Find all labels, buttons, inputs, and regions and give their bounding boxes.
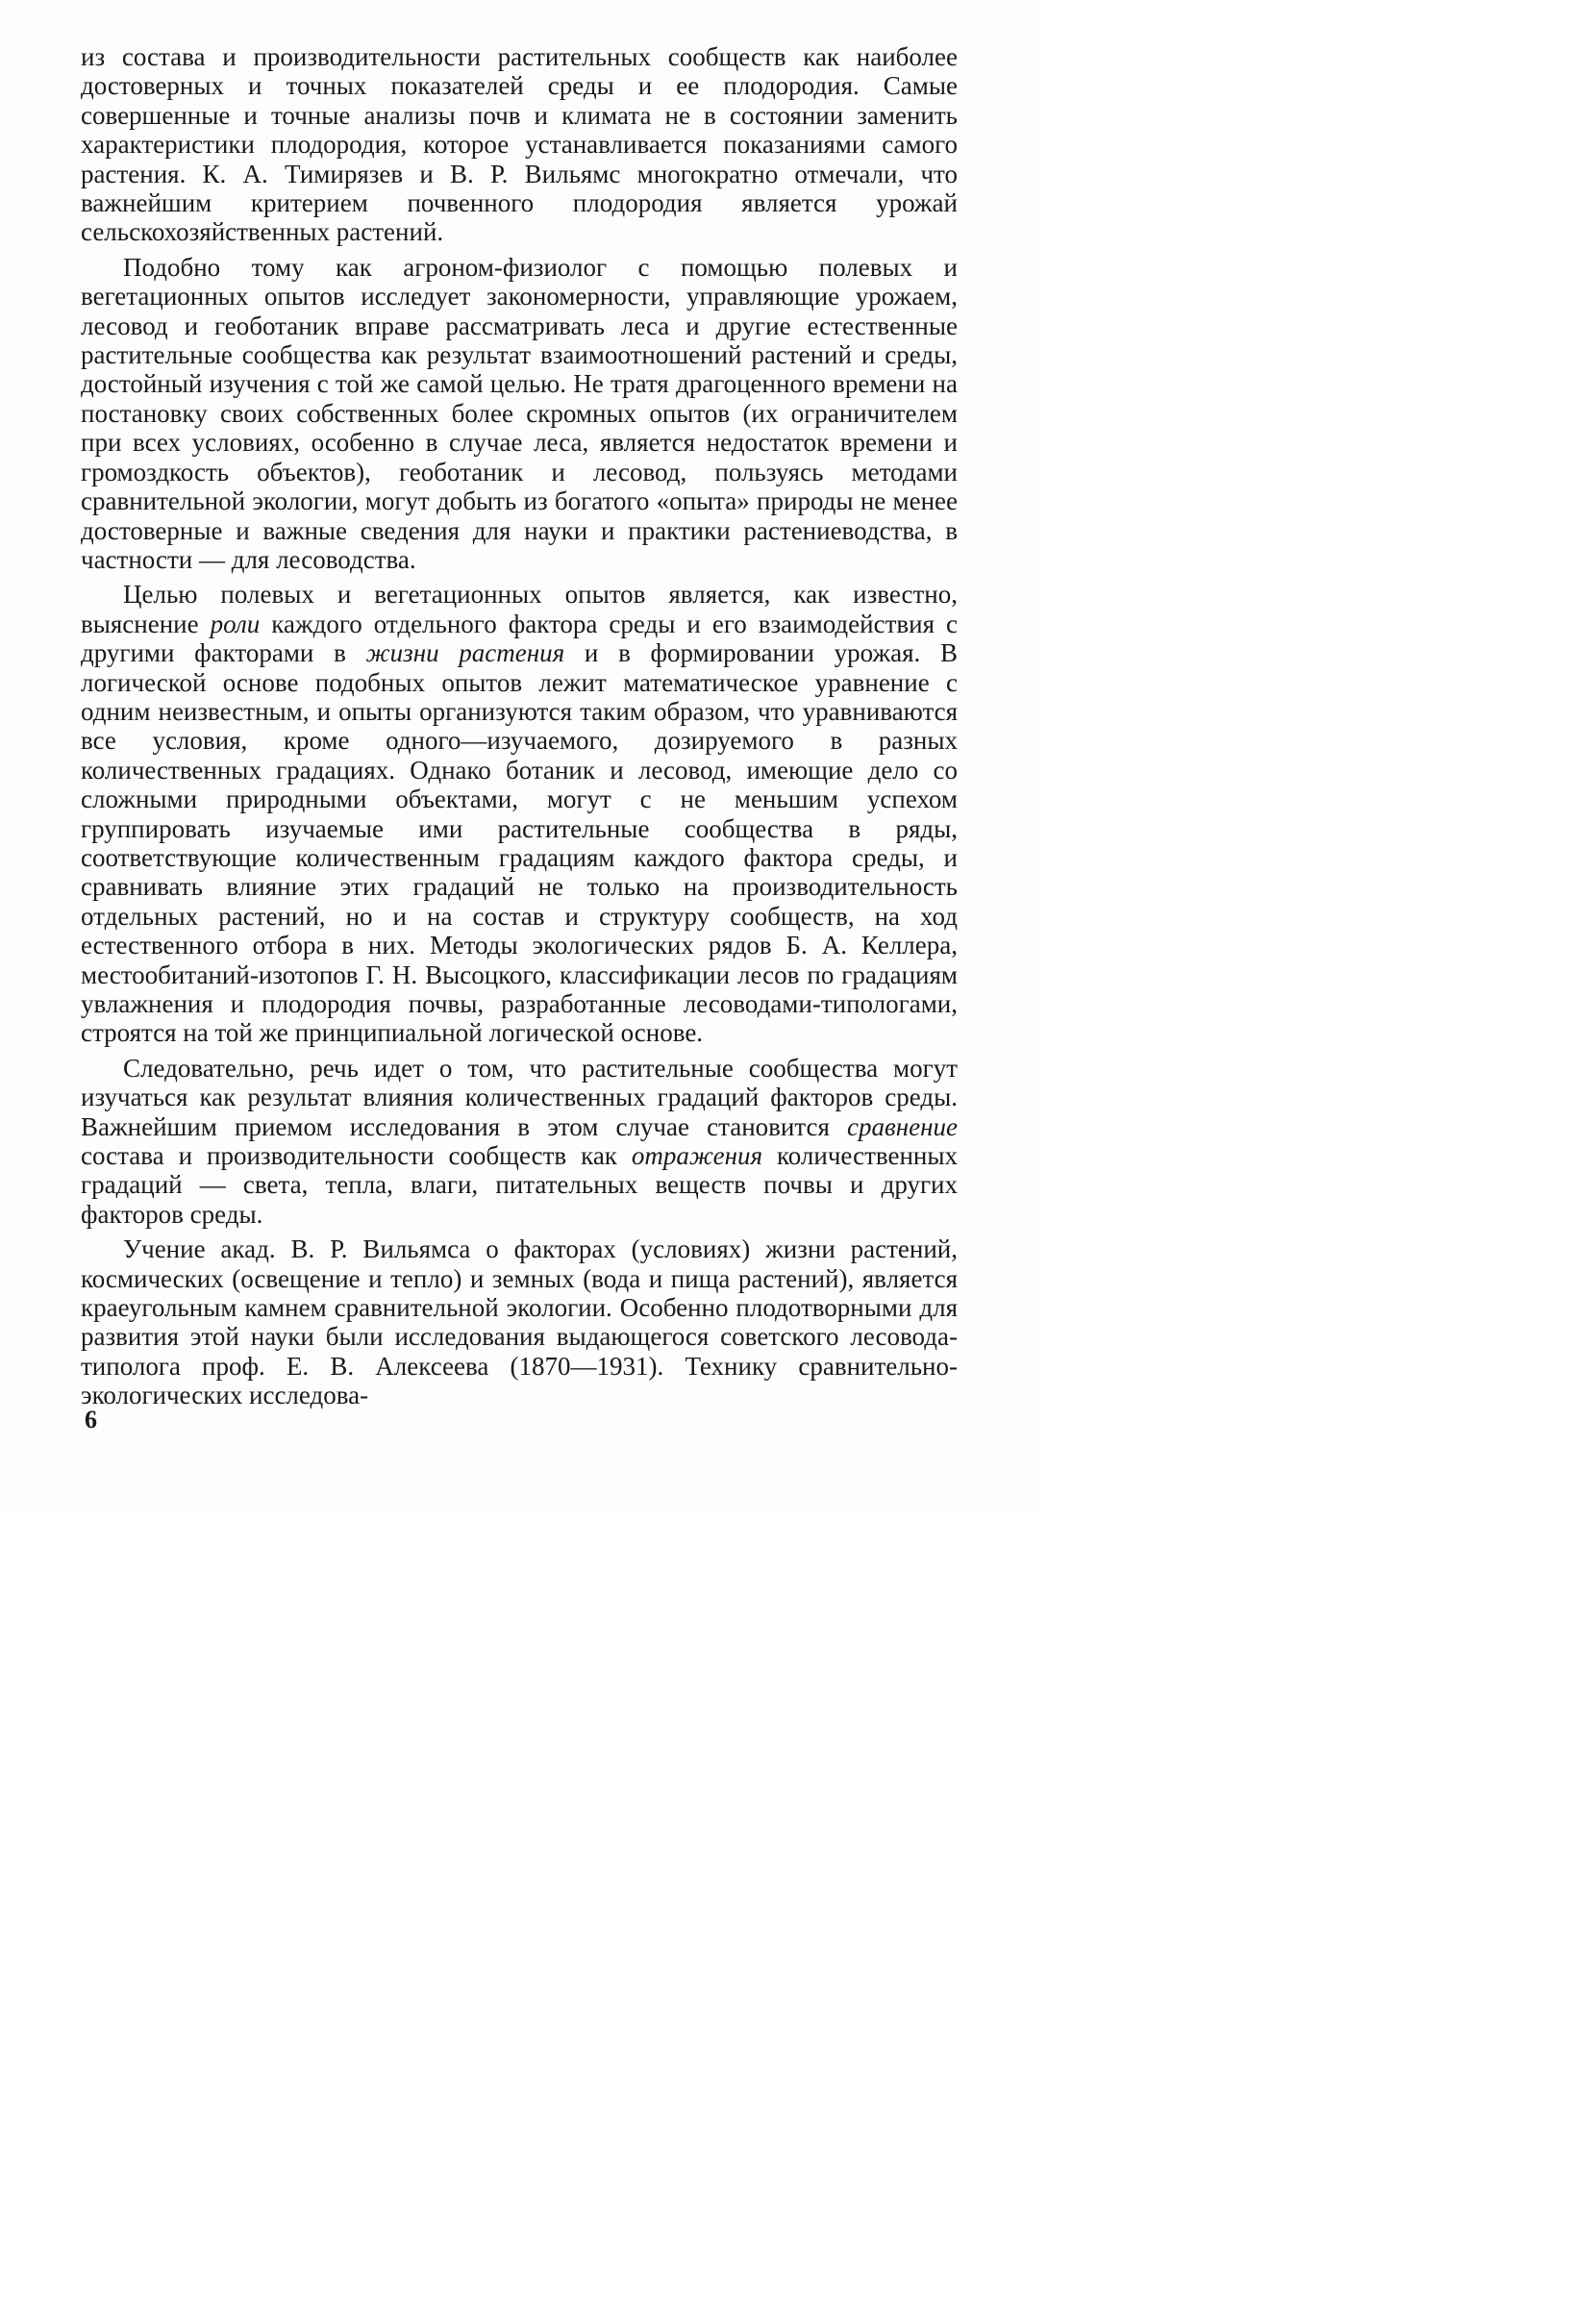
paragraph-1-text: из состава и производительности растительных сообществ как наиболее достоверных и точных показателей среды и ее плодородия. Самые совершенные и точные анализы почв и климата не в состоянии заменить характеристики плодородия, которое устанавливается показаниями самого растения. К. А. Тимирязев и В. Р. Вильямс многократно отмечали, что важнейшим критерием почвенного плодородия является урожай сельскохозяйственных растений. [81, 42, 958, 247]
paragraph-5 [81, 1234, 958, 1409]
paragraph-3 [81, 580, 958, 1048]
page-number: 6 [85, 1406, 97, 1433]
paragraph-4-text-c: количественных градаций — света, тепла, влаги, питательных веществ почвы и других факторов среды. [81, 1141, 958, 1229]
paragraph-3-text-a: Целью полевых и вегетационных опытов является, как известно, выяснение [81, 580, 958, 638]
paragraph-2 [81, 253, 958, 574]
paragraph-4-emphasis-sravnenie: сравнение [847, 1111, 958, 1141]
book-page [0, 0, 1038, 1508]
paragraph-2-text: Подобно тому как агроном-физиолог с помощью полевых и вегетационных опытов исследует закономерности, управляющие урожаем, лесовод и геоботаник вправе рассматривать леса и другие естественные растительные сообщества как результат взаимоотношений растений и среды, достойный изучения с той же самой целью. Не тратя драгоценного времени на постановку своих собственных более скромных опытов (их ограничителем при всех условиях, особенно в случае леса, является недостаток времени и громоздкость объектов), геоботаник и лесовод, пользуясь методами сравнительной экологии, могут добыть из богатого «опыта» природы не менее достоверные и важные сведения для науки и практики растениеводства, в частности — для лесоводства. [81, 252, 958, 574]
paragraph-5-text: Учение акад. В. Р. Вильямса о факторах (условиях) жизни растений, космических (освещение и тепло) и земных (вода и пища растений), является краеугольным камнем сравнительной экологии. Особенно плодотворными для развития этой науки были исследования выдающегося советского лесовода-типолога проф. Е. В. Алексеева (1870—1931). Технику сравнительно-экологических исследова- [81, 1234, 958, 1410]
paragraph-3-emphasis-zhizni: жизни растения [365, 638, 565, 668]
paragraph-3-text-c: и в формировании урожая. В логической основе подобных опытов лежит математическое уравнение с одним неизвестным, и опыты организуются таким образом, что уравниваются все условия, кроме одного—изучаемого, дозируемого в разных количественных градациях. Однако ботаник и лесовод, имеющие дело со сложными природными объектами, могут с не меньшим успехом группировать изучаемые ими растительные сообщества в ряды, соответствующие количественным градациям каждого фактора среды, и сравнивать влияние этих градаций не только на производительность отдельных растений, но и на состав и структуру сообществ, на ход естественного отбора в них. Методы экологических рядов Б. А. Келлера, местообитаний-изотопов Г. Н. Высоцкого, классификации лесов по градациям увлажнения и плодородия почвы, разработанные лесоводами-типологами, строятся на той же принципиальной логической основе. [81, 638, 958, 1048]
paragraph-4-text-b: состава и производительности сообществ как [81, 1141, 632, 1171]
paragraph-4-text-a: Следовательно, речь идет о том, что растительные сообщества могут изучаться как результат влияния количественных градаций факторов среды. Важнейшим приемом исследования в этом случае становится [81, 1053, 958, 1141]
paragraph-3-text-b: каждого отдельного фактора среды и его взаимодействия с другими факторами в [81, 609, 958, 668]
paragraph-1 [81, 42, 958, 247]
paragraph-4-emphasis-otrazheniya: отражения [631, 1141, 763, 1171]
body-text [81, 42, 958, 1410]
paragraph-4 [81, 1054, 958, 1229]
paragraph-3-emphasis-roli: роли [210, 609, 261, 638]
